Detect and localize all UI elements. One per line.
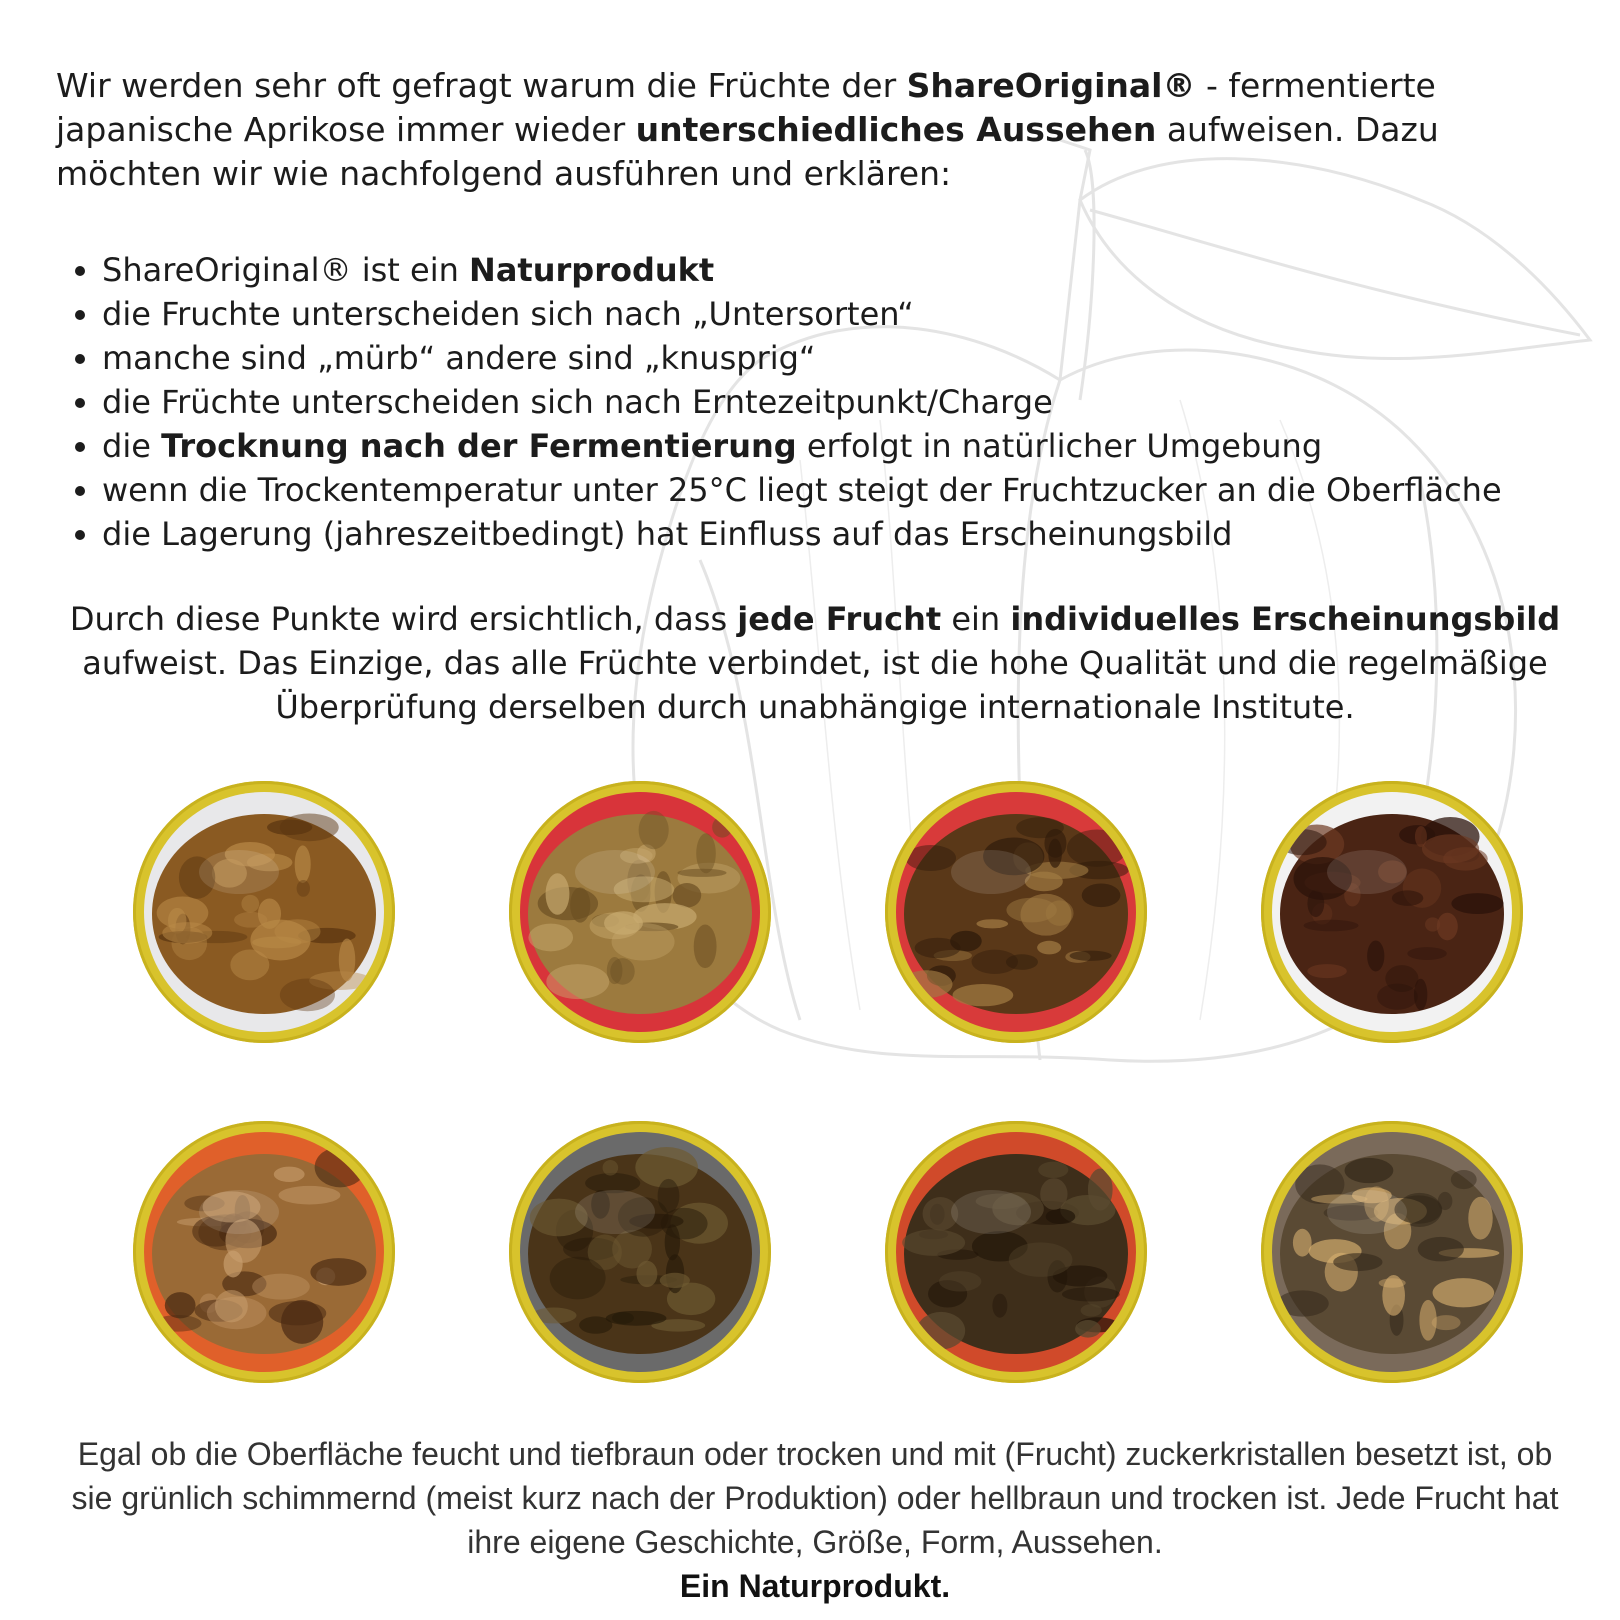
fruit-photo-1	[133, 781, 395, 1043]
fruit-photo-8	[1261, 1121, 1523, 1383]
fruit-photo-4	[1261, 781, 1523, 1043]
closing-paragraph: Egal ob die Oberfläche feucht und tiefbraun oder trocken und mit (Frucht) zuckerkristallen besetzt ist, ob sie grünlich schimmernd (meist kurz nach der Produktion) oder hellbraun und trocken ist. Jede Frucht hat ihre eigene Geschichte, Größe, Form, Aussehen.	[71, 1436, 1559, 1560]
reasons-list	[56, 248, 1620, 556]
list-item: • manche sind „mürb“ andere sind „knusprig“	[102, 336, 1620, 380]
tagline: Ein Naturprodukt.	[679, 1568, 951, 1604]
list-item: • die Lagerung (jahreszeitbedingt) hat Einfluss auf das Erscheinungsbild	[102, 512, 1620, 556]
list-item: • die Fruchte unterscheiden sich nach „Untersorten“	[102, 292, 1620, 336]
list-item: • die Früchte unterscheiden sich nach Erntezeitpunkt/Charge	[102, 380, 1620, 424]
intro-paragraph: Wir werden sehr oft gefragt warum die Früchte der ShareOriginal® - fermentierte japanische Aprikose immer wieder unterschiedliches Aussehen aufweisen. Dazu möchten wir wie nachfolgend ausführen und erklären:	[56, 66, 1439, 193]
summary-paragraph: Durch diese Punkte wird ersichtlich, dass jede Frucht ein individuelles Erscheinungsbild aufweist. Das Einzige, das alle Früchte verbindet, ist die hohe Qualität und die regelmäßige Überprüfung derselben durch unabhängige internationale Institute.	[69, 600, 1561, 726]
fruit-photo-6	[509, 1121, 771, 1383]
list-item: • die Trocknung nach der Fermentierung erfolgt in natürlicher Umgebung	[102, 424, 1620, 468]
list-item: • wenn die Trockentemperatur unter 25°C liegt steigt der Fruchtzucker an die Oberfläche	[102, 468, 1620, 512]
fruit-photo-2	[509, 781, 771, 1043]
fruit-photo-3	[885, 781, 1147, 1043]
list-item: • ShareOriginal® ist ein Naturprodukt	[102, 248, 1620, 292]
fruit-photo-5	[133, 1121, 395, 1383]
fruit-photo-7	[885, 1121, 1147, 1383]
